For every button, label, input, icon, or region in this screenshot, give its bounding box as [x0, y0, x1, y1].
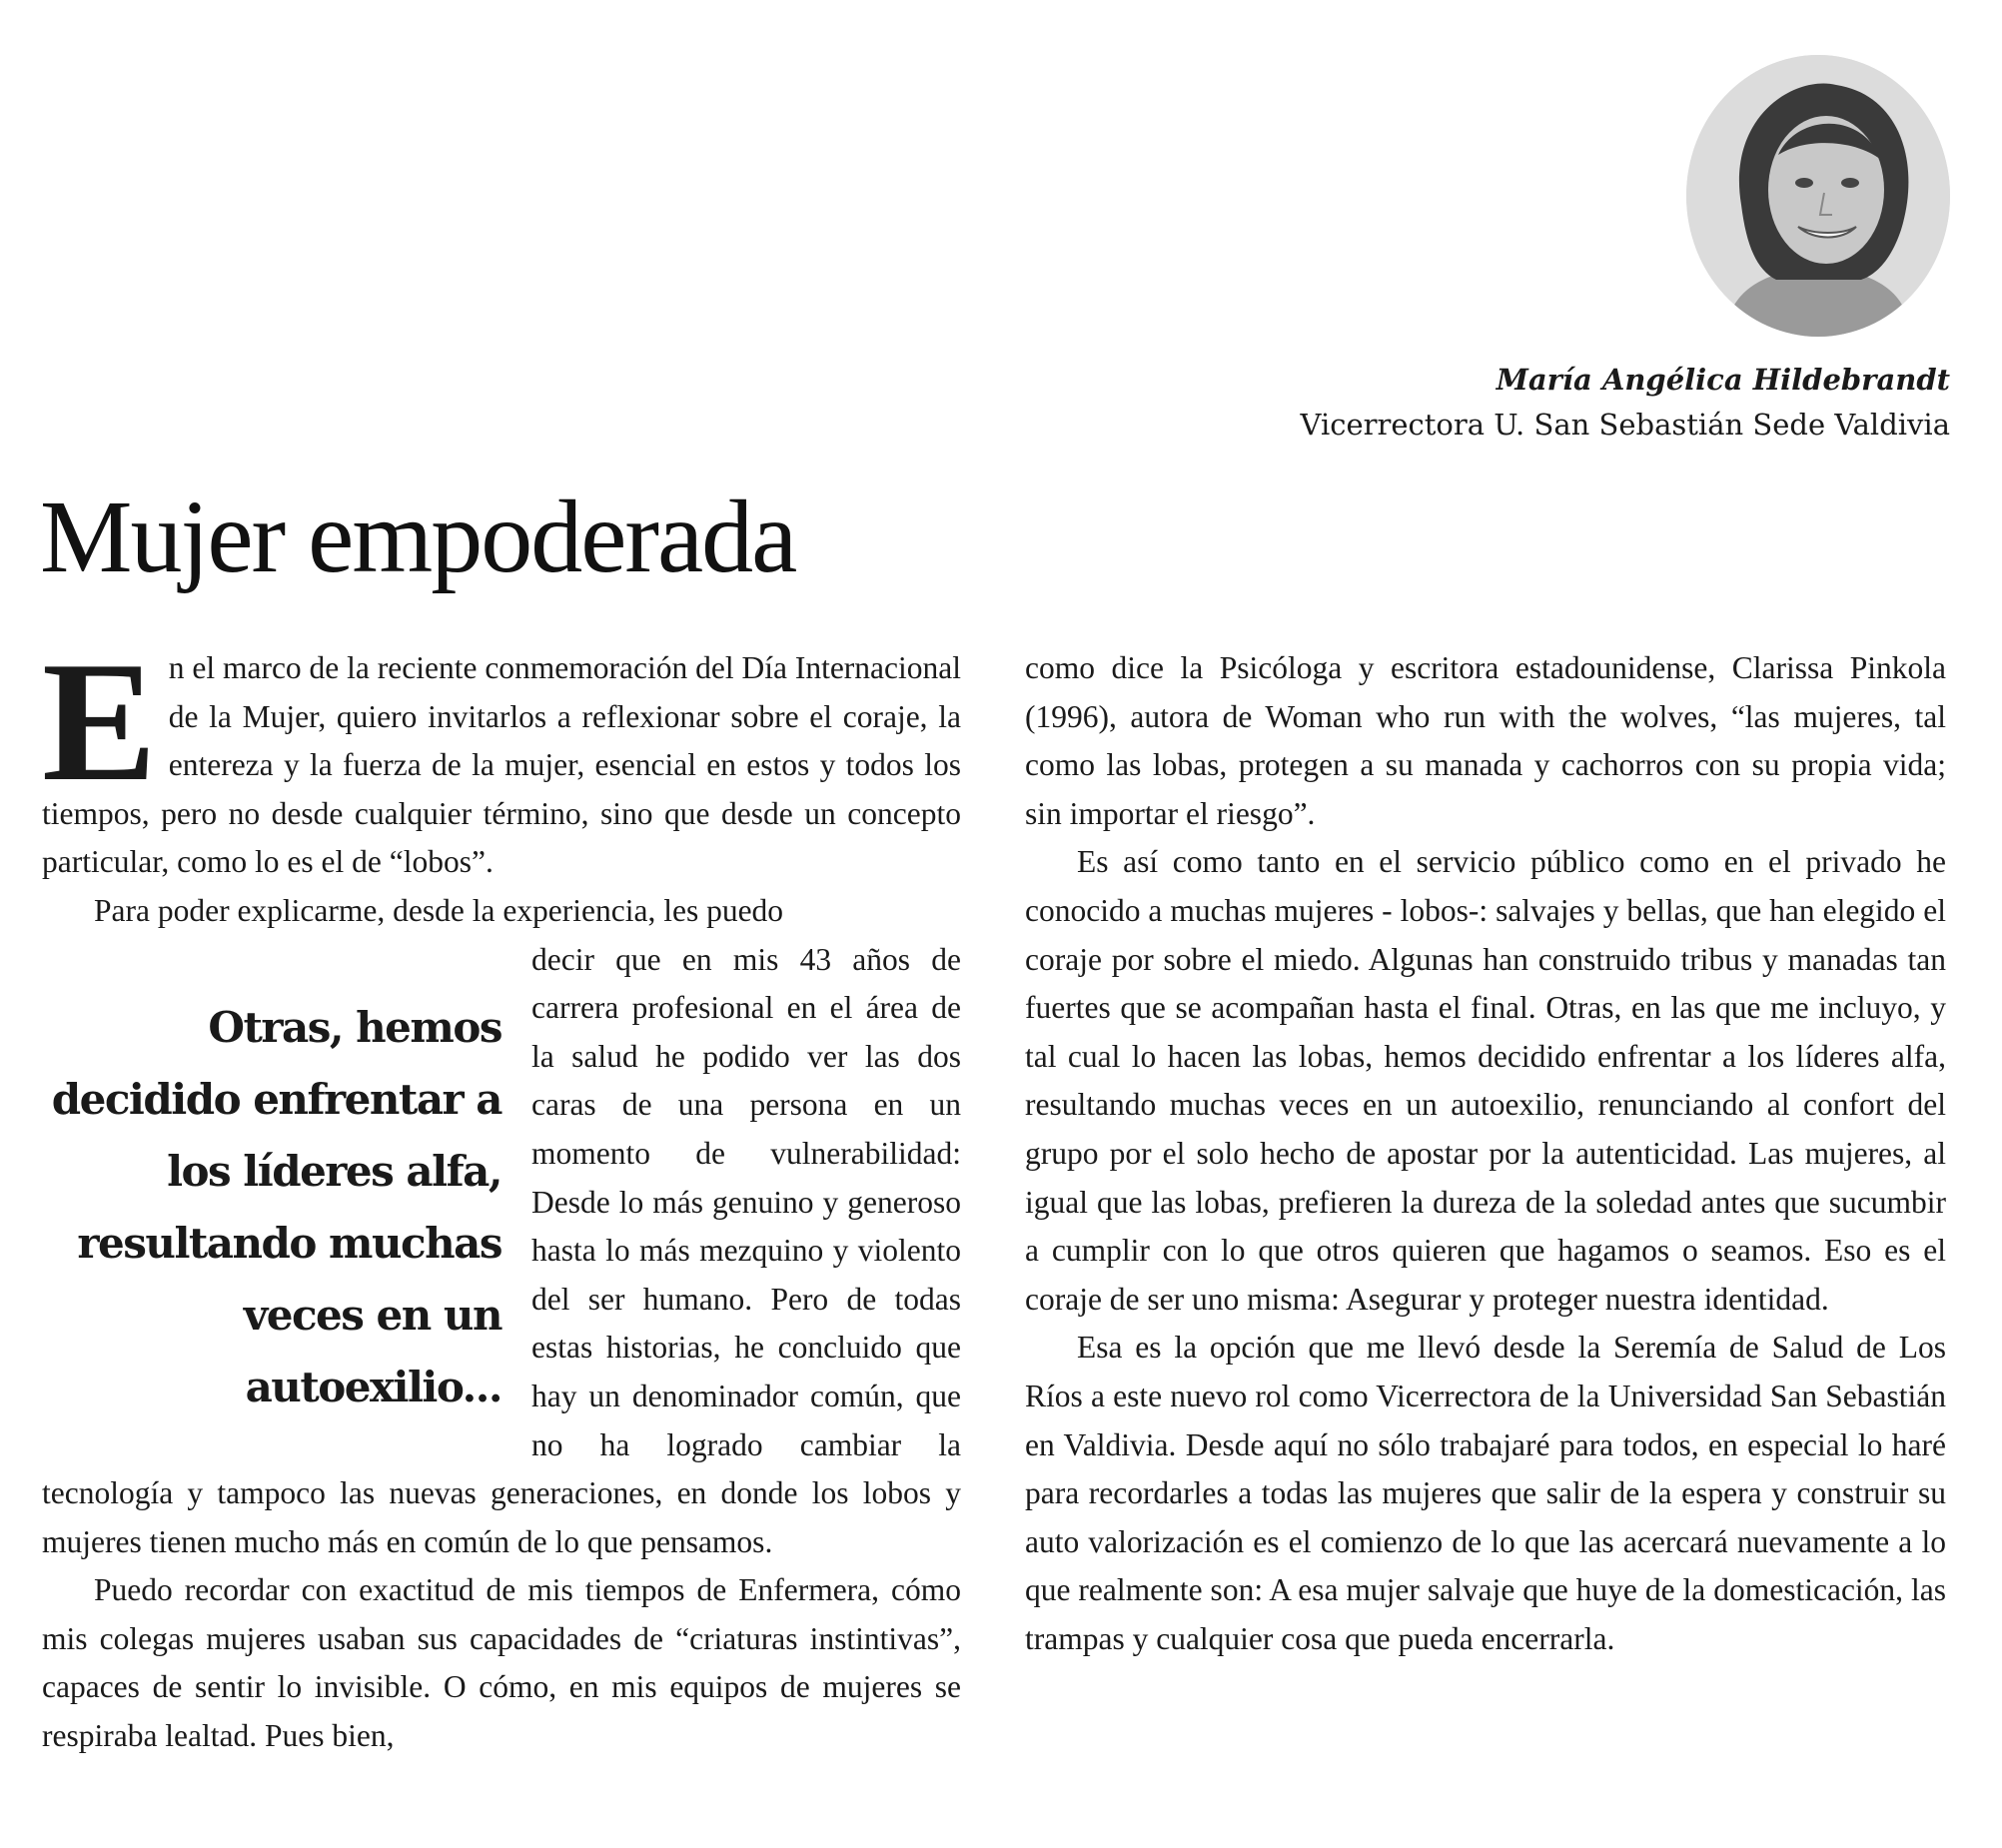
- author-photo: [1686, 55, 1950, 337]
- paragraph-1: [42, 627, 961, 887]
- paragraph-4: Es así como tanto en el servicio público como en el privado he conocido a muchas mujeres - lobos-: salvajes y bellas, que han elegido el coraje por sobre el miedo. Algunas han construido tribus y manadas tan fuertes que se acompañan hasta el final. Otras, en las que me incluyo, y tal cual lo hacen las lobas, hemos decidido enfrentar a los líderes alfa, resultando muchas veces en un autoexilio, renunciando al confort del grupo por el solo hecho de apostar por la autenticidad. Las mujeres, al igual que las lobas, prefieren la dureza de la soledad antes que sucumbir a cumplir con lo que otros quieren que hagamos o seamos. Eso es el coraje de ser uno misma: Asegurar y proteger nuestra identidad.: [1025, 844, 1946, 1317]
- paragraph-1-text: n el marco de la reciente conmemoración del Día Internacional de la Mujer, quiero invitarlos a reflexionar sobre el coraje, la entereza y la fuerza de la mujer, esencial en estos y todos los tiempos, pero no desde cualquier término, sino que desde un concepto particular, como lo es el de “lobos”.: [42, 650, 961, 880]
- paragraph-2-start: Para poder explicarme, desde la experiencia, les puedo: [94, 892, 784, 928]
- paragraph-2: [42, 936, 961, 1567]
- pull-quote: Otras, hemos decidido enfrentar a los líderes alfa, resultando muchas veces en un autoexilio...: [51, 1002, 501, 1411]
- paragraph-3: Puedo recordar con exactitud de mis tiempos de Enfermera, cómo mis colegas mujeres usaban sus capacidades de “criaturas instintivas”, capaces de sentir lo invisible. O cómo, en mis equipos de mujeres se respiraba lealtad. Pues bien,: [42, 1572, 961, 1754]
- paragraph-3-continued: como dice la Psicóloga y escritora estadounidense, Clarissa Pinkola (1996), autora de Woman who run with the wolves, “las mujeres, tal como las lobas, protegen a su manada y cachorros con su propia vida; sin importar el riesgo”.: [1025, 650, 1946, 831]
- author-name: María Angélica Hildebrandt: [1496, 363, 1950, 397]
- author-role: Vicerrectora U. San Sebastián Sede Valdivia: [1300, 408, 1950, 442]
- article-column-right: [1025, 644, 1946, 1663]
- headline: Mujer empoderada: [40, 479, 796, 594]
- paragraph-2-text: decir que en mis 43 años de carrera profesional en el área de la salud he podido ver las dos caras de una persona en un momento de vulnerabilidad: Desde lo más genuino y generoso hasta lo más mezquino y violento del ser humano. Pero de todas estas historias, he concluido que hay un denominador común, que no ha logrado cambiar la tecnología y tampoco las nuevas generaciones, en donde los lobos y mujeres tienen mucho más en común de lo que pensamos.: [42, 941, 961, 1559]
- article-column-left: [42, 627, 961, 1761]
- drop-cap: E: [42, 627, 157, 817]
- paragraph-5: Esa es la opción que me llevó desde la Seremía de Salud de Los Ríos a este nuevo rol como Vicerrectora de la Universidad San Sebastián en Valdivia. Desde aquí no sólo trabajaré para todos, en especial lo haré para recordarles a todas las mujeres que salir de la espera y construir su auto valorización es el comienzo de lo que las acercará nuevamente a lo que realmente son: A esa mujer salvaje que huye de la domesticación, las trampas y cualquier cosa que pueda encerrarla.: [1025, 1330, 1946, 1656]
- author-portrait-icon: [1686, 55, 1950, 337]
